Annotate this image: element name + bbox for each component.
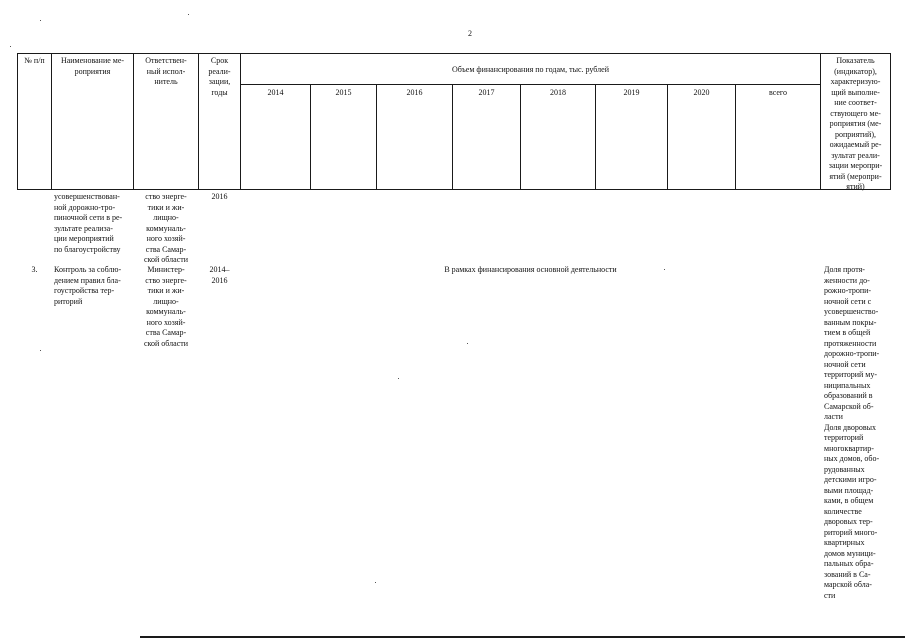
header-term: Срок реали- зации, годы: [208, 56, 231, 97]
col-line: [520, 84, 521, 190]
header-financing: Объем финансирования по годам, тыс. рублей: [452, 65, 609, 74]
scan-speck: [40, 20, 41, 21]
row2-name: Контроль за соблю- дением правил бла- гоустройства тер- риторий: [54, 265, 122, 306]
scan-speck: [40, 350, 41, 351]
row2-financing: В рамках финансирования основной деятельности: [444, 265, 617, 274]
header-responsible: Ответствен- ный испол- нитель: [145, 56, 187, 86]
header-bottom-border: [17, 189, 890, 190]
row1-responsible: ство энерге- тики и жи- лищно- коммуналь- ного хозяй- ства Самар- ской области: [143, 192, 189, 264]
header-indicator: Показатель (индикатор), характеризую- щий выполне- ние соответ- ствующего ме- роприятия (ме- роприятий), ожидаемый ре- зультат реали- зации меропри- ятий (меропри- ятий): [828, 56, 883, 191]
table-top-border: [17, 53, 890, 54]
header-year-2017: 2017: [478, 88, 495, 97]
scan-speck: [10, 46, 11, 47]
header-year-2014: 2014: [267, 88, 284, 97]
scan-speck: [398, 378, 399, 379]
scan-speck: [467, 343, 468, 344]
header-year-2016: 2016: [406, 88, 423, 97]
row2-term: 2014– 2016: [209, 265, 230, 285]
row2-responsible: Министер- ство энерге- тики и жи- лищно- коммуналь- ного хозяй- ства Самар- ской области: [143, 265, 189, 348]
scan-speck: [188, 14, 189, 15]
row2-indicator: Доля протя- женности до- рожно-тропи- ночной сети с усовершенство- ванным покры- тием в общей протяженности дорожно-тропи- ночной сети территорий му- ниципальных образований в Самарской об- ласти Доля дворовых территорий многоквартир- ных домов, обо- рудованных детскими игро- выми площад- ками, в общем количестве дворовых тер- риторий много- квартирных домов муници- пальных обра- зований в Са- марской обла- сти: [824, 265, 880, 600]
row1-name: усовершенствован- ной дорожно-тро- пиночной сети в ре- зультате реализа- ции мероприятий по благоустройству: [54, 192, 123, 254]
header-num: № п/п: [24, 56, 45, 65]
col-line: [595, 84, 596, 190]
row2-num: 3.: [31, 265, 38, 274]
years-header-line: [240, 84, 821, 85]
col-line: [890, 53, 891, 190]
scan-bottom-edge: [140, 636, 905, 638]
col-line: [735, 84, 736, 190]
row1-term: 2016: [211, 192, 228, 201]
header-name: Наименование ме- роприятия: [60, 56, 125, 76]
col-line: [376, 84, 377, 190]
header-year-2018: 2018: [550, 88, 566, 97]
col-line: [452, 84, 453, 190]
page-number: 2: [468, 29, 472, 38]
col-line: [17, 53, 18, 190]
header-total: всего: [768, 88, 787, 97]
header-year-2019: 2019: [623, 88, 640, 97]
col-line: [310, 84, 311, 190]
scan-speck: [375, 582, 376, 583]
col-line: [667, 84, 668, 190]
header-year-2015: 2015: [335, 88, 352, 97]
scan-speck: [664, 269, 665, 270]
header-year-2020: 2020: [693, 88, 710, 97]
